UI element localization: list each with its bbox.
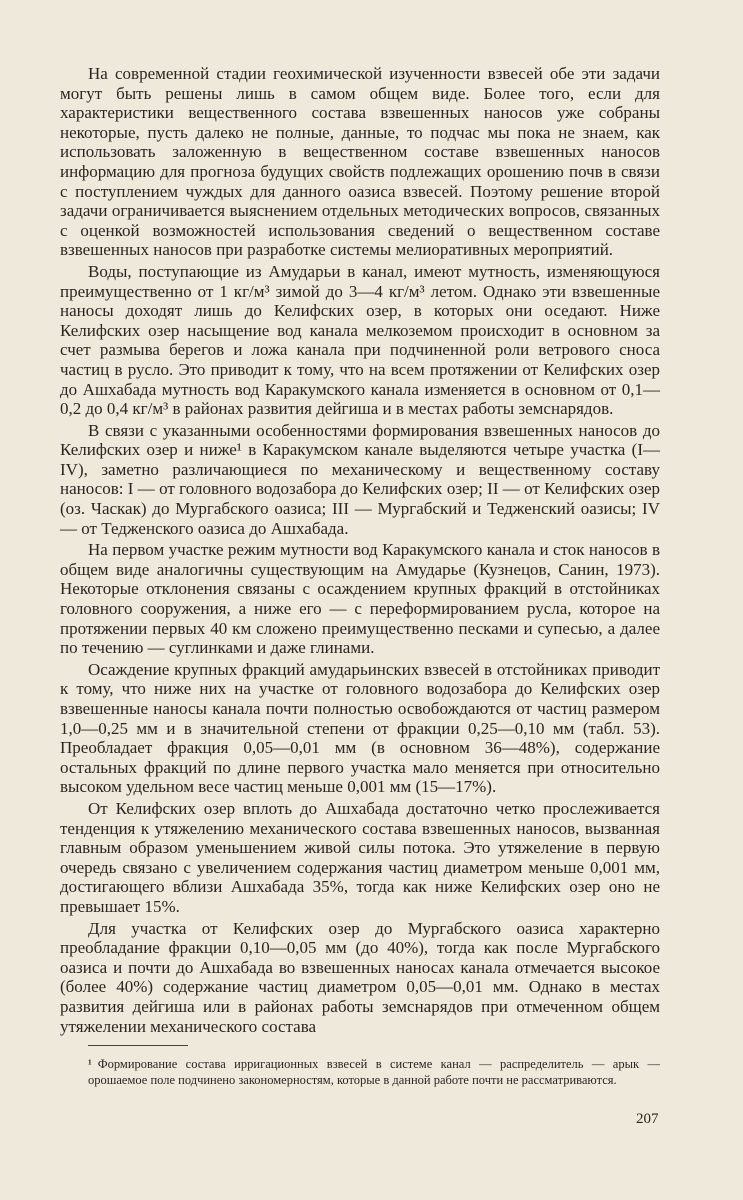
paragraph: Для участка от Келифских озер до Мургабского оазиса характерно преобладание фракции 0,10—0,05 мм (до 40%), тогда как после Мургабского оазиса и почти до Ашхабада во взвешенных наносах канала отмечается высокое (более 40%) содержание частиц диаметром 0,05—0,01 мм. Однако в местах развития дейгиша или в районах работы земснарядов при отмеченном общем утяжелении механического состава bbox=[60, 918, 660, 1036]
footnote-mark: ¹ bbox=[88, 1057, 92, 1071]
page-number: 207 bbox=[636, 1111, 659, 1127]
paragraph: Осаждение крупных фракций амударьинских взвесей в отстойниках приводит к тому, что ниже них на участке от головного водозабора до Келифских озер взвешенные наносы канала почти полностью освобождаются от частиц размером 1,0—0,25 мм и в значительной степени от фракции 0,25—0,10 мм (табл. 53). Преобладает фракция 0,05—0,01 мм (в основном 36—48%), содержание остальных фракций по длине первого участка мало меняется при относительно высоком удельном весе частиц меньше 0,001 мм (15—17%). bbox=[60, 659, 660, 797]
paragraph: На первом участке режим мутности вод Каракумского канала и сток наносов в общем виде аналогичны существующим на Амударье (Кузнецов, Санин, 1973). Некоторые отклонения связаны с осаждением крупных фракций в отстойниках головного сооружения, а ниже его — с переформированием русла, которое на протяжении первых 40 км сложено преимущественно песками и супесью, а далее по течению — суглинками и даже глинами. bbox=[60, 540, 660, 658]
main-text bbox=[60, 64, 660, 1036]
paragraph: На современной стадии геохимической изученности взвесей обе эти задачи могут быть решены лишь в самом общем виде. Более того, если для характеристики вещественного состава взвешенных наносов уже собраны некоторые, пусть далеко не полные, данные, то подчас мы пока не знаем, как использовать заложенную в вещественном составе взвешенных наносов информацию для прогноза будущих свойств подлежащих орошению почв в связи с поступлением чуждых для данного оазиса взвесей. Поэтому решение второй задачи ограничивается выяснением отдельных методических вопросов, связанных с оценкой возможностей использования сведений о вещественном составе взвешенных наносов при разработке системы мелиоративных мероприятий. bbox=[60, 64, 660, 260]
paragraph: Воды, поступающие из Амударьи в канал, имеют мутность, изменяющуюся преимущественно от 1 кг/м³ зимой до 3—4 кг/м³ летом. Однако эти взвешенные наносы доходят лишь до Келифских озер, в которых они оседают. Ниже Келифских озер насыщение вод канала мелкоземом происходит в основном за счет размыва берегов и ложа канала при подчиненной роли ветрового сноса частиц в русло. Это приводит к тому, что на всем протяжении от Келифских озер до Ашхабада мутность вод Каракумского канала изменяется в основном от 0,1—0,2 до 0,4 кг/м³ в районах развития дейгиша и в местах работы земснарядов. bbox=[60, 261, 660, 419]
paragraph: От Келифских озер вплоть до Ашхабада достаточно четко прослеживается тенденция к утяжелению механического состава взвешенных наносов, вызванная главным образом уменьшением живой силы потока. Это утяжеление в первую очередь связано с увеличением содержания частиц диаметром меньше 0,001 мм, достигающего вблизи Ашхабада 35%, тогда как ниже Келифских озер оно не превышает 15%. bbox=[60, 798, 660, 916]
paragraph: В связи с указанными особенностями формирования взвешенных наносов до Келифских озер и ниже¹ в Каракумском канале выделяются четыре участка (I—IV), заметно различающиеся по механическому и вещественному составу наносов: I — от головного водозабора до Келифских озер; II — от Келифских озер (оз. Часкак) до Мургабского оазиса; III — Мургабский и Тедженский оазисы; IV — от Тедженского оазиса до Ашхабада. bbox=[60, 420, 660, 538]
footnote-divider bbox=[88, 1045, 188, 1046]
footnote-text: Формирование состава ирригационных взвесей в системе канал — распределитель — арык — орошаемое поле подчинено закономерностям, которые в данной работе почти не рассматриваются. bbox=[88, 1057, 660, 1087]
footnote bbox=[88, 1057, 660, 1088]
